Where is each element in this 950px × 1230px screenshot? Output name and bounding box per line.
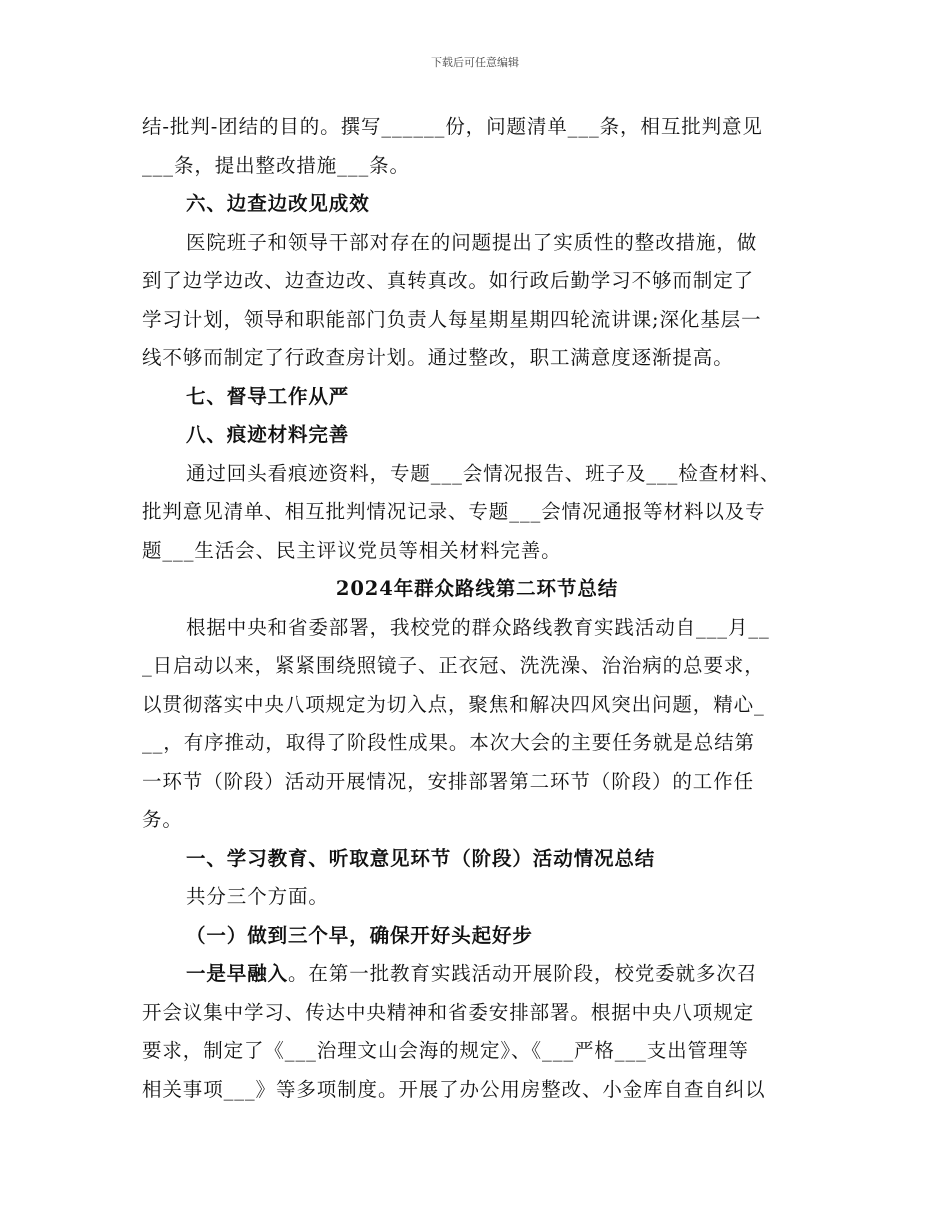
- paragraph-line: 相关事项___》等多项制度。开展了办公用房整改、小金库自查自纠以: [142, 1077, 766, 1101]
- paragraph-line: 务。: [142, 808, 183, 831]
- paragraph-line: 到了边学边改、边查边改、真转真改。如行政后勤学习不够而制定了: [142, 269, 755, 292]
- inline-bold-lead: 一是早融入: [186, 962, 289, 985]
- paragraph-line: 以贯彻落实中央八项规定为切入点，聚焦和解决四风突出问题，精心_: [142, 692, 765, 716]
- paragraph-line: _日启动以来，紧紧围绕照镜子、正衣冠、洗洗澡、治治病的总要求，: [142, 654, 765, 677]
- document-title: 2024年群众路线第二环节总结: [335, 577, 619, 600]
- paragraph-line: 题___生活会、民主评议党员等相关材料完善。: [142, 538, 562, 562]
- section-heading: 一、学习教育、听取意见环节（阶段）活动情况总结: [186, 846, 656, 870]
- paragraph-line: 共分三个方面。: [186, 885, 329, 908]
- paragraph-line: 一环节（阶段）活动开展情况，安排部署第二环节（阶段）的工作任: [142, 769, 755, 793]
- inline-text: 。在第一批教育实践活动开展阶段，校党委就多次召: [288, 962, 758, 985]
- paragraph-line: 根据中央和省委部署，我校党的群众路线教育实践活动自___月__: [186, 615, 770, 639]
- section-heading: 八、痕迹材料完善: [186, 423, 350, 446]
- page-header: 下载后可任意编辑: [431, 56, 519, 69]
- paragraph-line: 医院班子和领导干部对存在的问题提出了实质性的整改措施，做: [186, 230, 758, 254]
- paragraph-line: 学习计划，领导和职能部门负责人每星期星期四轮流讲课;深化基层一: [142, 307, 762, 331]
- subsection-heading: （一）做到三个早，确保开好头起好步: [186, 923, 533, 947]
- paragraph-line: 结-批判-团结的目的。撰写______份，问题清单___条，相互批判意见: [142, 115, 763, 138]
- paragraph-line: 批判意见清单、相互批判情况记录、专题___会情况通报等材料以及专: [142, 500, 766, 523]
- paragraph-line: 通过回头看痕迹资料，专题___会情况报告、班子及___检查材料、: [186, 461, 781, 485]
- section-heading: 六、边查边改见成效: [186, 192, 370, 215]
- paragraph-line: ___条，提出整改措施___条。: [142, 153, 410, 177]
- paragraph-line: 线不够而制定了行政查房计划。通过整改，职工满意度逐渐提高。: [142, 346, 734, 369]
- section-heading: 七、督导工作从严: [186, 384, 350, 408]
- paragraph-line: [142, 955, 812, 994]
- paragraph-line: 要求，制定了《___治理文山会海的规定》、《___严格___支出管理等: [142, 1039, 749, 1062]
- paragraph-line: 开会议集中学习、传达中央精神和省委安排部署。根据中央八项规定: [142, 1000, 755, 1024]
- document-body: [142, 108, 812, 1109]
- paragraph-line: __，有序推动，取得了阶段性成果。本次大会的主要任务就是总结第: [142, 731, 755, 754]
